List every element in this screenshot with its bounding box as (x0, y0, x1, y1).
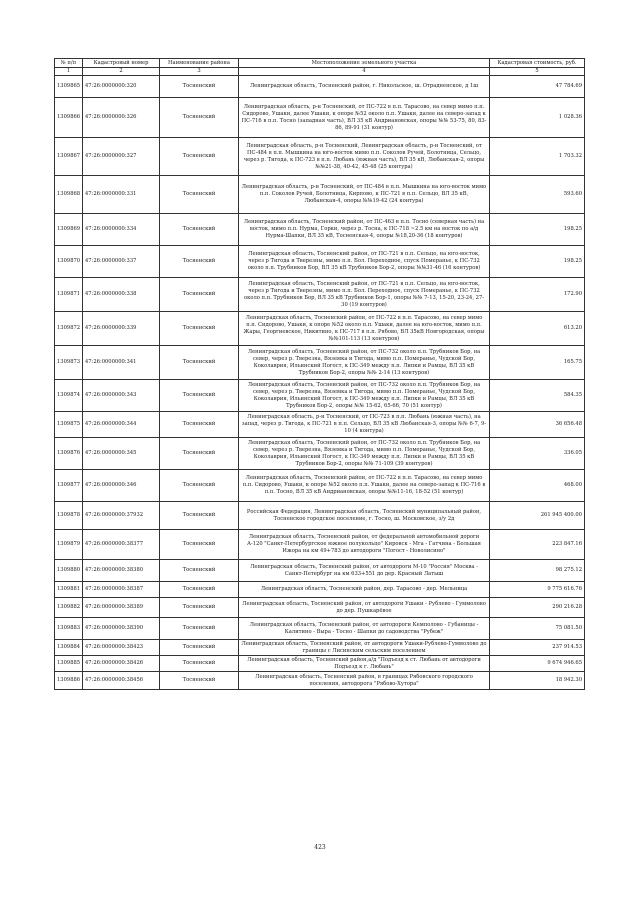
cadastral-number-cell: 47:26:0000000:341 (83, 346, 160, 380)
table-row (55, 618, 585, 640)
column-number: 4 (239, 68, 490, 76)
table-row (55, 380, 585, 412)
row-id-cell: 1309870 (55, 246, 83, 278)
cadastral-value-cell: 75 081.50 (490, 618, 585, 640)
table-row (55, 98, 585, 138)
district-cell: Тосненский (160, 438, 239, 470)
table-row (55, 176, 585, 214)
column-numbers-row (55, 68, 585, 76)
row-id-cell: 1309865 (55, 76, 83, 98)
location-cell: Ленинградская область, Тосненский район, от ПС-721 в п.п. Сельцо, на юго-восток, через р Тигода и Тверезны, мимо п.п. Бол. Переходное, спуск Померанье, к ПС-732 около п.п. Трубников Бор, ВЛ 35 кВ Трубников Бор-1, опоры №№ 7-13, 15-20, 23-24, 27-30 (19 контуров) (239, 278, 490, 312)
location-cell: Ленинградская область, Тосненский район, от автодороги М-10 "Россия" Москва - Санкт-Петербург на км 633+551 до дер. Красный Латыш (239, 560, 490, 582)
header-row-number: № п/п (55, 59, 83, 68)
cadastral-number-cell: 47:26:0000000:331 (83, 176, 160, 214)
cadastral-number-cell: 47:26:0000000:339 (83, 312, 160, 346)
location-cell: Ленинградская область, Тосненский район,а/д "Подъезд к ст. Любань от автодороги Подъезд к г. Любань" (239, 656, 490, 672)
cadastral-number-cell: 47:26:0000000:38380 (83, 560, 160, 582)
cadastral-value-cell: 613.20 (490, 312, 585, 346)
row-id-cell: 1309886 (55, 672, 83, 690)
location-cell: Ленинградская область, Тосненский район, дер. Тарасово - дер. Мельница (239, 582, 490, 598)
row-id-cell: 1309869 (55, 214, 83, 246)
row-id-cell: 1309874 (55, 380, 83, 412)
cadastral-number-cell: 47:26:0000000:344 (83, 412, 160, 438)
row-id-cell: 1309881 (55, 582, 83, 598)
cadastral-number-cell: 47:26:0000000:38389 (83, 598, 160, 618)
location-cell: Ленинградская область, Тосненский район, в границах Рябовского городского поселения, автодорога "Рябово-Хутора" (239, 672, 490, 690)
district-cell: Тосненский (160, 76, 239, 98)
location-cell: Ленинградская область, Тосненский район, от ПС-732 около п.п. Трубников Бор, на север, через р. Тверезна, Вяземка и Тигода, мимо п.п. Померанье, Чудской Бор, Коколаврия, Ильинский Погост, к ПС-349 между п.п. Липки и Рамцы, ВЛ 35 кВ Трубников Бор-2, опоры №№ 2-14 (13 контуров) (239, 346, 490, 380)
district-cell: Тосненский (160, 214, 239, 246)
table-row (55, 438, 585, 470)
cadastral-value-cell: 9 674 946.65 (490, 656, 585, 672)
cadastral-number-cell: 47:26:0000000:37932 (83, 502, 160, 530)
cadastral-number-cell: 47:26:0000000:343 (83, 380, 160, 412)
table-row (55, 214, 585, 246)
row-id-cell: 1309884 (55, 640, 83, 656)
row-id-cell: 1309876 (55, 438, 83, 470)
cadastral-value-cell: 36 656.48 (490, 412, 585, 438)
cadastral-value-cell: 1 703.32 (490, 138, 585, 176)
header-cadastral-number: Кадастровый номер (83, 59, 160, 68)
row-id-cell: 1309866 (55, 98, 83, 138)
location-cell: Ленинградская область, Тосненский район, от автодороги Ушаки-Рублево-Гуммолово до границы с Лисинским сельским поселением (239, 640, 490, 656)
cadastral-value-cell: 237 914.53 (490, 640, 585, 656)
cadastral-number-cell: 47:26:0000000:38387 (83, 582, 160, 598)
row-id-cell: 1309868 (55, 176, 83, 214)
table-body (55, 76, 585, 690)
table-row (55, 640, 585, 656)
district-cell: Тосненский (160, 346, 239, 380)
row-id-cell: 1309875 (55, 412, 83, 438)
cadastral-number-cell: 47:26:0000000:327 (83, 138, 160, 176)
table-row (55, 246, 585, 278)
row-id-cell: 1309877 (55, 470, 83, 502)
cadastral-value-cell: 593.60 (490, 176, 585, 214)
table-row (55, 138, 585, 176)
table-row (55, 582, 585, 598)
cadastral-number-cell: 47:26:0000000:337 (83, 246, 160, 278)
cadastral-value-cell: 9 775 616.76 (490, 582, 585, 598)
cadastral-value-table (54, 58, 585, 690)
district-cell: Тосненский (160, 582, 239, 598)
cadastral-value-cell: 18 942.30 (490, 672, 585, 690)
location-cell: Ленинградская область, Тосненский район, г. Никольское, ш. Отрадненское, д 1ш (239, 76, 490, 98)
district-cell: Тосненский (160, 98, 239, 138)
table-row (55, 530, 585, 560)
row-id-cell: 1309885 (55, 656, 83, 672)
location-cell: Ленинградская область, р-н Тосненский, от ПС-723 в п.п. Любань (южная часть), на запад, через р. Тигода, к ПС-721 в п.п. Сельцо, ВЛ 35 кВ Любанская-3, опоры №№ 6-7, 9-10 (4 контура) (239, 412, 490, 438)
district-cell: Тосненский (160, 312, 239, 346)
district-cell: Тосненский (160, 502, 239, 530)
cadastral-value-cell: 290 216.28 (490, 598, 585, 618)
table-header (55, 59, 585, 76)
cadastral-number-cell: 47:26:0000000:338 (83, 278, 160, 312)
cadastral-number-cell: 47:26:0000000:38390 (83, 618, 160, 640)
cadastral-value-cell: 198.25 (490, 246, 585, 278)
district-cell: Тосненский (160, 138, 239, 176)
district-cell: Тосненский (160, 656, 239, 672)
district-cell: Тосненский (160, 618, 239, 640)
table-row (55, 470, 585, 502)
cadastral-number-cell: 47:26:0000000:38456 (83, 672, 160, 690)
district-cell: Тосненский (160, 412, 239, 438)
table-row (55, 672, 585, 690)
district-cell: Тосненский (160, 560, 239, 582)
district-cell: Тосненский (160, 640, 239, 656)
location-cell: Ленинградская область, Тосненский район, от ПС-732 около п.п. Трубников Бор, на север, через р. Тверезна, Вяземка и Тигода, мимо п.п. Померанье, Чудской Бор, Коколаврия, Ильинский Погост, к ПС-349 между п.п. Липки и Рамцы, ВЛ 35 кВ Трубников Бор-2, опоры №№ 15-62, 65-66, 70 (51 контур) (239, 380, 490, 412)
table-row (55, 560, 585, 582)
cadastral-number-cell: 47:26:0000000:38423 (83, 640, 160, 656)
district-cell: Тосненский (160, 470, 239, 502)
cadastral-number-cell: 47:26:0000000:320 (83, 76, 160, 98)
column-number: 2 (83, 68, 160, 76)
row-id-cell: 1309873 (55, 346, 83, 380)
location-cell: Ленинградская область, р-н Тосненский, от ПС-484 в п.п. Мышкина на юго-восток мимо п.п. Соколов Ручей, Болотница, Кирпово, к ПС-721 в п.п. Сельцо, ВЛ 35 кВ, Любанская-4, опоры №№19-42 (24 контура) (239, 176, 490, 214)
location-cell: Ленинградская область, Тосненский район, от ПС-722 в п.п. Тарасово, на север мимо п.п. Сидорово, Ушаки, к опоре №52 около п.п. Ушаки, далее на северо-запад к ПС-716 в п.п. Тосно, ВЛ 35 кВ Андриановская, опоры №№11-16, 18-52 (51 контур) (239, 470, 490, 502)
table-row (55, 502, 585, 530)
header-cadastral-value: Кадастровая стоимость, руб. (490, 59, 585, 68)
cadastral-value-cell: 584.35 (490, 380, 585, 412)
cadastral-number-cell: 47:26:0000000:334 (83, 214, 160, 246)
district-cell: Тосненский (160, 598, 239, 618)
row-id-cell: 1309878 (55, 502, 83, 530)
location-cell: Ленинградская область, Тосненский район, от федеральной автомобильной дороги А-120 "Санкт-Петербургское южное полукольцо" Кировск - Мга - Гатчина - Большая Ижора на км 49+783 до автодороги "Погост - Новолисино" (239, 530, 490, 560)
location-cell: Ленинградская область, р-н Тосненский, Ленинградская область, р-н Тосненский, от ПС-484 в п.п. Мышкина на юго-восток мимо п.п. Соколов Ручей, Болотница, Сельцо, через р. Тигода, к ПС-723 в п.п. Любань (южная часть), ВЛ 35 кВ, Любанская-2, опоры №№21-38, 40-42, 45-48 (25 контура) (239, 138, 490, 176)
cadastral-value-cell: 336.05 (490, 438, 585, 470)
cadastral-number-cell: 47:26:0000000:346 (83, 470, 160, 502)
row-id-cell: 1309879 (55, 530, 83, 560)
location-cell: Ленинградская область, Тосненский район, от ПС-732 около п.п. Трубников Бор, на север, через р. Тверезна, Вяземка и Тигода, мимо п.п. Померанье, Чудской Бор, Коколаврия, Ильинский Погост, к ПС-349 между п.п. Липки и Рамцы, ВЛ 35 кВ Трубников Бор-2, опоры №№ 71-109 (39 контуров) (239, 438, 490, 470)
location-cell: Ленинградская область, Тосненский район, от автодороги Кемполово - Губаницы - Калитино - Выра - Тосно - Шапки до садоводства "Рубеж" (239, 618, 490, 640)
cadastral-value-cell: 198.25 (490, 214, 585, 246)
cadastral-value-cell: 98 275.12 (490, 560, 585, 582)
row-id-cell: 1309871 (55, 278, 83, 312)
column-number: 5 (490, 68, 585, 76)
cadastral-value-cell: 468.00 (490, 470, 585, 502)
table-row (55, 76, 585, 98)
cadastral-value-cell: 47 784.69 (490, 76, 585, 98)
cadastral-value-cell: 223 847.16 (490, 530, 585, 560)
district-cell: Тосненский (160, 672, 239, 690)
table-row (55, 278, 585, 312)
row-id-cell: 1309882 (55, 598, 83, 618)
page-number: 423 (314, 844, 326, 851)
row-id-cell: 1309867 (55, 138, 83, 176)
column-number: 1 (55, 68, 83, 76)
district-cell: Тосненский (160, 246, 239, 278)
cadastral-value-cell: 1 028.36 (490, 98, 585, 138)
row-id-cell: 1309872 (55, 312, 83, 346)
cadastral-value-cell: 165.75 (490, 346, 585, 380)
header-location: Местоположение земельного участка (239, 59, 490, 68)
location-cell: Ленинградская область, Тосненский район, от ПС-463 в п.п. Тосно (северная часть) на восток, мимо п.п. Нурма, Горки, через р. Тосна, к ПС-718 ~2.5 км на восток по а/д Нурма-Шапки, ВЛ 35 кВ, Тосненская-4, опоры №18,20-36 (18 контуров) (239, 214, 490, 246)
cadastral-value-cell: 261 945 400.00 (490, 502, 585, 530)
district-cell: Тосненский (160, 278, 239, 312)
location-cell: Ленинградская область, Тосненский район, от ПС-721 в п.п. Сельцо, на юго-восток, через р Тигода и Тверезны, мимо п.п. Бол. Переходное, спуск Померанье, к ПС-732 около п.п. Трубников Бор, ВЛ 35 кВ Трубников Бор-2, опоры №№31-46 (16 контуров) (239, 246, 490, 278)
district-cell: Тосненский (160, 380, 239, 412)
table-row (55, 656, 585, 672)
table-row (55, 346, 585, 380)
table-row (55, 598, 585, 618)
column-number: 3 (160, 68, 239, 76)
cadastral-number-cell: 47:26:0000000:326 (83, 98, 160, 138)
location-cell: Российская Федерация, Ленинградская область, Тосненский муниципальный район, Тосненское городское поселение, г. Тосно, ш. Московское, з/у 2д (239, 502, 490, 530)
cadastral-number-cell: 47:26:0000000:38377 (83, 530, 160, 560)
location-cell: Ленинградская область, Тосненский район, от автодороги Ушаки - Рублево - Гуммолово до дер. Пушкарёвое (239, 598, 490, 618)
location-cell: Ленинградская область, р-н Тосненский, от ПС-722 в п.п. Тарасово, на север мимо п.п. Сидорово, Ушаки, далее Ушаки, к опоре №52 около п.п. Ушаки, далее на северо-запад к ПС-716 в п.п. Тосно (западная часть), ВЛ 35 кВ Андриановская, опоры №№ 53-75, 80, 83-86, 89-91 (31 контур) (239, 98, 490, 138)
header-district-name: Наименование района (160, 59, 239, 68)
document-page (54, 58, 584, 690)
location-cell: Ленинградская область, Тосненский район, от ПС-722 в п.п. Тарасово, на север мимо п.п. Сидорово, Ушаки, к опоре №52 около п.п. Ушаки, далее на юго-восток, мимо п.п. Жары, Георгиевское, Никитино, к ПС-717 в п.п. Рябово, ВЛ 35кВ Новгородская, опоры №№101-113 (13 контуров) (239, 312, 490, 346)
cadastral-value-cell: 172.90 (490, 278, 585, 312)
table-row (55, 412, 585, 438)
row-id-cell: 1309880 (55, 560, 83, 582)
cadastral-number-cell: 47:26:0000000:345 (83, 438, 160, 470)
district-cell: Тосненский (160, 530, 239, 560)
district-cell: Тосненский (160, 176, 239, 214)
cadastral-number-cell: 47:26:0000000:38426 (83, 656, 160, 672)
row-id-cell: 1309883 (55, 618, 83, 640)
table-row (55, 312, 585, 346)
